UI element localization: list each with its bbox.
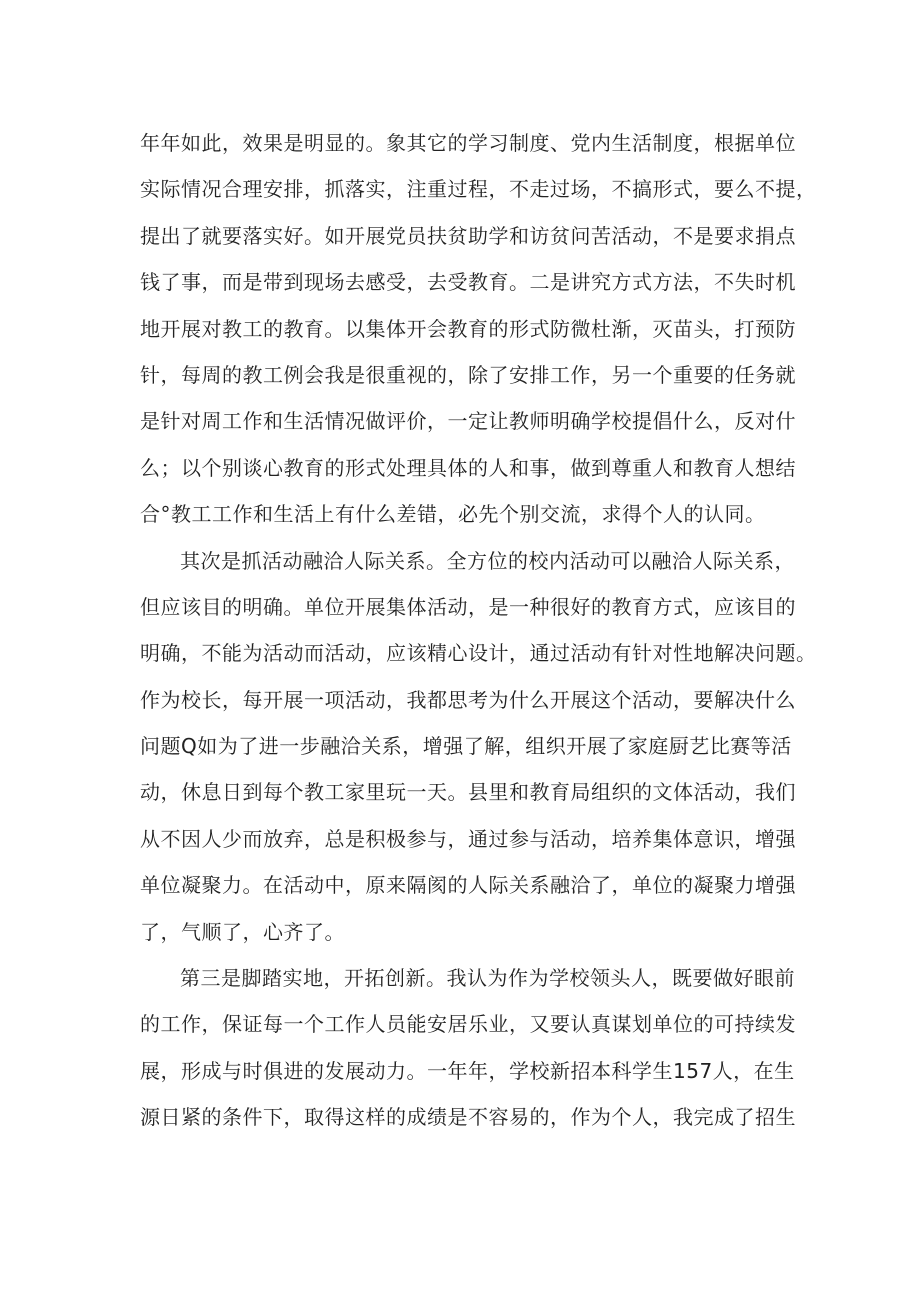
- text-line: 但应该目的明确。单位开展集体活动，是一种很好的教育方式，应该目的: [140, 594, 796, 619]
- text-line: 年年如此，效果是明显的。象其它的学习制度、党内生活制度，根据单位: [140, 131, 796, 155]
- text-line: 问题Q如为了进一步融洽关系，增强了解，组织开展了家庭厨艺比赛等活: [140, 734, 792, 759]
- text-line: 第三是脚踏实地，开拓创新。我认为作为学校领头人，既要做好眼前: [180, 966, 795, 991]
- text-line: 地开展对教工的教育。以集体开会教育的形式防微杜渐，灭苗头，打预防: [140, 316, 796, 341]
- paragraph-2: [140, 538, 817, 956]
- text-line: 其次是抓活动融洽人际关系。全方位的校内活动可以融洽人际关系，: [180, 548, 795, 573]
- text-line: 是针对周工作和生活情况做评价，一定让教师明确学校提倡什么，反对什: [140, 409, 796, 434]
- paragraph-1: [140, 120, 817, 538]
- text-line: 源日紧的条件下，取得这样的成绩是不容易的，作为个人，我完成了招生: [140, 1105, 796, 1130]
- paragraph-3: [140, 955, 800, 1141]
- text-line: 从不因人少而放弃，总是积极参与，通过参与活动，培养集体意识，增强: [140, 826, 796, 851]
- text-line: 的工作，保证每一个工作人员能安居乐业，又要认真谋划单位的可持续发: [140, 1012, 796, 1037]
- text-line: 了，气顺了，心齐了。: [140, 919, 345, 944]
- document-body: [140, 120, 817, 1141]
- text-line: 针，每周的教工例会我是很重视的，除了安排工作，另一个重要的任务就: [140, 362, 796, 387]
- text-line: 动，休息日到每个教工家里玩一天。县里和教育局组织的文体活动，我们: [140, 780, 796, 805]
- text-line: 作为校长，每开展一项活动，我都思考为什么开展这个活动，要解决什么: [140, 687, 796, 712]
- text-line: 展，形成与时俱进的发展动力。一年年，学校新招本科学生157人，在生: [140, 1058, 795, 1083]
- text-line: 钱了事，而是带到现场去感受，去受教育。二是讲究方式方法，不失时机: [140, 270, 796, 295]
- text-line: 么；以个别谈心教育的形式处理具体的人和事，做到尊重人和教育人想结: [140, 455, 796, 480]
- text-line: 单位凝聚力。在活动中，原来隔阂的人际关系融洽了，单位的凝聚力增强: [140, 873, 796, 898]
- text-line: 明确，不能为活动而活动，应该精心设计，通过活动有针对性地解决问题。: [140, 641, 817, 666]
- text-line: 合°教工工作和生活上有什么差错，必先个别交流，求得个人的认同。: [140, 502, 766, 527]
- text-line: 提出了就要落实好。如开展党员扶贫助学和访贫问苦活动，不是要求捐点: [140, 223, 796, 248]
- text-line: 实际情况合理安排，抓落实，注重过程，不走过场，不搞形式，要么不提，: [140, 177, 817, 202]
